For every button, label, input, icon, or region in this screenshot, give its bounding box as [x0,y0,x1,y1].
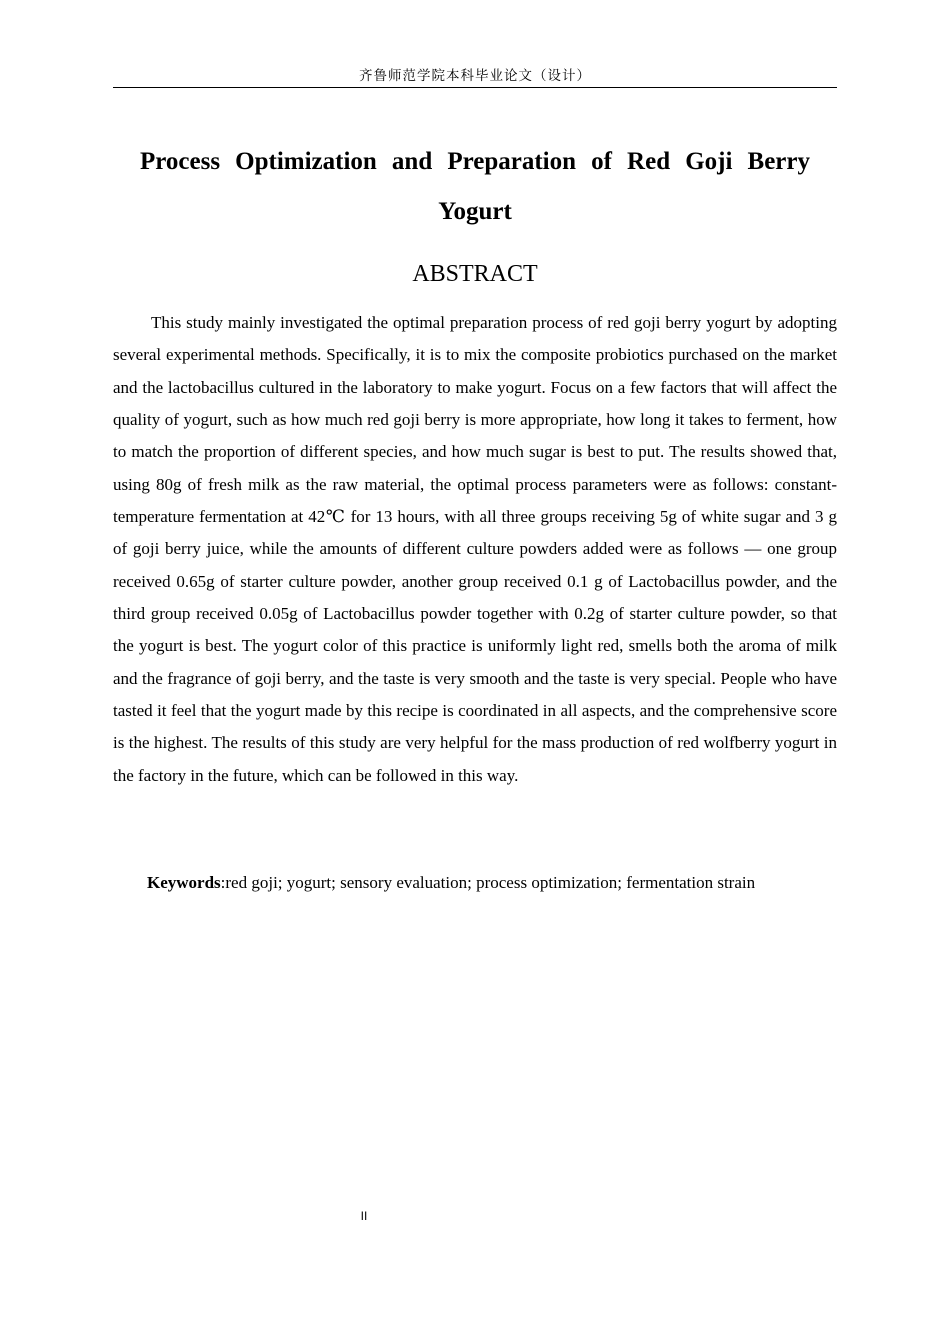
keywords-list: :red goji; yogurt; sensory evaluation; process optimization; fermentation strain [220,873,756,892]
keywords-label: Keywords [147,873,221,892]
running-header: 齐鲁师范学院本科毕业论文（设计） [359,68,591,84]
keywords-paragraph [113,867,837,900]
paper-title: Process Optimization and Preparation of Red Goji Berry Yogurt [140,148,810,225]
abstract-heading: ABSTRACT [412,261,538,287]
abstract-body: This study mainly investigated the optimal preparation process of red goji berry yogurt by adopting several experimental methods. Specifically, it is to mix the composite probiotics purchased on the market and the lactobacillus cultured in the laboratory to make yogurt. Focus on a few factors that will affect the quality of yogurt, such as how much red goji berry is more appropriate, how long it takes to ferment, how to match the proportion of different species, and how much sugar is best to put. The results showed that, using 80g of fresh milk as the raw material, the optimal process parameters were as follows: constant-temperature fermentation at 42℃ for 13 hours, with all three groups receiving 5g of white sugar and 3 g of goji berry juice, while the amounts of different culture powders added were as follows — one group received 0.65g of starter culture powder, another group received 0.1 g of Lactobacillus powder, and the third group received 0.05g of Lactobacillus powder together with 0.2g of starter culture powder, so that the yogurt is best. The yogurt color of this practice is uniformly light red, smells both the aroma of milk and the fragrance of goji berry, and the taste is very smooth and the taste is very special. People who have tasted it feel that the yogurt made by this recipe is coordinated in all aspects, and the comprehensive score is the highest. The results of this study are very helpful for the mass production of red wolfberry yogurt in the factory in the future, which can be followed in this way. [113,313,837,785]
header-divider [113,87,837,88]
page-number: II [360,1209,368,1223]
